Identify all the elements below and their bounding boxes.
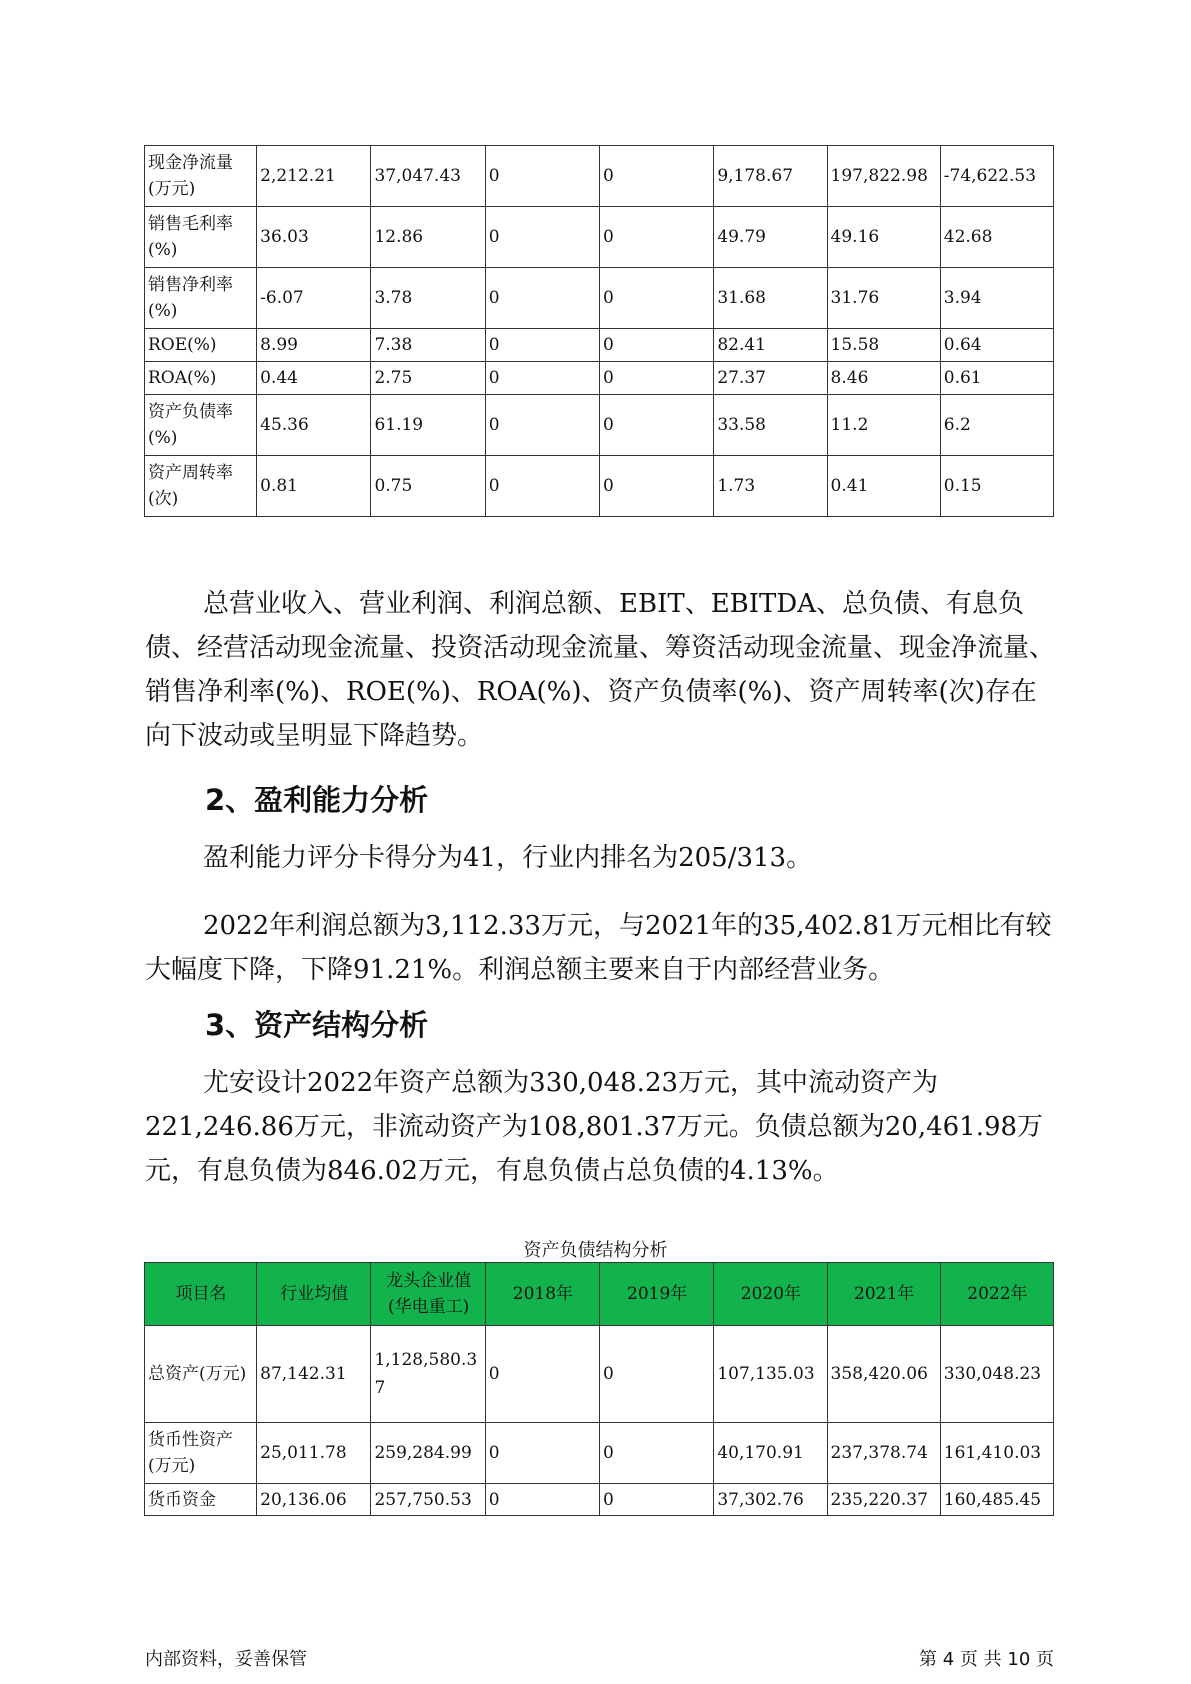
financial-indicators-table — [144, 145, 1054, 517]
cell: 107,135.03 — [714, 1326, 827, 1423]
header-cell: 2021年 — [827, 1263, 940, 1326]
cell: 259,284.99 — [371, 1423, 485, 1484]
header-cell: 项目名 — [145, 1263, 257, 1326]
cell: -6.07 — [257, 268, 371, 329]
table-row — [145, 329, 1054, 362]
cell: 49.16 — [827, 207, 940, 268]
table-row — [145, 362, 1054, 395]
cell: 0.64 — [940, 329, 1053, 362]
cell: 0 — [600, 456, 714, 517]
cell: 37,302.76 — [714, 1484, 827, 1516]
row-label: 现金净流量(万元) — [145, 146, 257, 207]
row-label: 资产周转率(次) — [145, 456, 257, 517]
cell: 0.41 — [827, 456, 940, 517]
cell: 358,420.06 — [827, 1326, 940, 1423]
cell: 25,011.78 — [257, 1423, 371, 1484]
row-label: 销售毛利率(%) — [145, 207, 257, 268]
cell: 0 — [485, 329, 599, 362]
cell: 0 — [600, 268, 714, 329]
cell: 0 — [600, 395, 714, 456]
section-heading-asset-structure: 3、资产结构分析 — [205, 1008, 429, 1042]
cell: 0.61 — [940, 362, 1053, 395]
cell: 8.99 — [257, 329, 371, 362]
cell: 0 — [485, 268, 599, 329]
cell: 197,822.98 — [827, 146, 940, 207]
cell: 2,212.21 — [257, 146, 371, 207]
header-cell: 2022年 — [940, 1263, 1053, 1326]
cell: 36.03 — [257, 207, 371, 268]
row-label: 货币资金 — [145, 1484, 257, 1516]
cell: 0 — [600, 1484, 714, 1516]
cell: 0 — [485, 1484, 599, 1516]
footer-confidential-note: 内部资料，妥善保管 — [145, 1649, 307, 1670]
cell: -74,622.53 — [940, 146, 1053, 207]
header-cell: 2019年 — [600, 1263, 714, 1326]
row-label: ROE(%) — [145, 329, 257, 362]
cell: 0 — [485, 456, 599, 517]
header-cell: 2020年 — [714, 1263, 827, 1326]
footer-page-number: 第 4 页 共 10 页 — [919, 1649, 1054, 1670]
table-row — [145, 146, 1054, 207]
trend-paragraph: 总营业收入、营业利润、利润总额、EBIT、EBITDA、总负债、有息负债、经营活动现金流量、投资活动现金流量、筹资活动现金流量、现金净流量、销售净利率(%)、ROE(%)、ROA(%)、资产负债率(%)、资产周转率(次)存在向下波动或呈明显下降趋势。 — [145, 589, 1056, 751]
cell: 257,750.53 — [371, 1484, 485, 1516]
cell: 40,170.91 — [714, 1423, 827, 1484]
cell: 161,410.03 — [940, 1423, 1053, 1484]
cell: 7.38 — [371, 329, 485, 362]
cell: 0 — [600, 207, 714, 268]
cell: 0 — [600, 1326, 714, 1423]
cell: 27.37 — [714, 362, 827, 395]
cell: 33.58 — [714, 395, 827, 456]
row-label: 资产负债率(%) — [145, 395, 257, 456]
cell: 2.75 — [371, 362, 485, 395]
cell: 0 — [485, 1423, 599, 1484]
table-row — [145, 1484, 1054, 1516]
row-label: 总资产(万元) — [145, 1326, 257, 1423]
table-row — [145, 1423, 1054, 1484]
cell: 11.2 — [827, 395, 940, 456]
cell: 3.78 — [371, 268, 485, 329]
cell: 0.44 — [257, 362, 371, 395]
cell: 1.73 — [714, 456, 827, 517]
cell: 0 — [485, 395, 599, 456]
cell: 15.58 — [827, 329, 940, 362]
profit-total-paragraph: 2022年利润总额为3,112.33万元，与2021年的35,402.81万元相比有较大幅度下降，下降91.21%。利润总额主要来自于内部经营业务。 — [145, 911, 1052, 985]
cell: 12.86 — [371, 207, 485, 268]
cell: 330,048.23 — [940, 1326, 1053, 1423]
table-caption: 资产负债结构分析 — [523, 1240, 668, 1261]
cell: 0.75 — [371, 456, 485, 517]
cell: 0 — [600, 1423, 714, 1484]
cell: 0 — [485, 146, 599, 207]
cell: 237,378.74 — [827, 1423, 940, 1484]
table-row — [145, 1326, 1054, 1423]
table-row — [145, 395, 1054, 456]
table-header-row — [145, 1263, 1054, 1326]
cell: 82.41 — [714, 329, 827, 362]
header-cell: 龙头企业值(华电重工) — [371, 1263, 485, 1326]
row-label: 销售净利率(%) — [145, 268, 257, 329]
cell: 49.79 — [714, 207, 827, 268]
table-row — [145, 207, 1054, 268]
cell: 61.19 — [371, 395, 485, 456]
cell: 0.15 — [940, 456, 1053, 517]
cell: 235,220.37 — [827, 1484, 940, 1516]
cell: 0 — [485, 362, 599, 395]
asset-structure-paragraph: 尤安设计2022年资产总额为330,048.23万元，其中流动资产为221,246.86万元，非流动资产为108,801.37万元。负债总额为20,461.98万元，有息负债为846.02万元，有息负债占总负债的4.13%。 — [145, 1068, 1044, 1186]
table-row — [145, 268, 1054, 329]
table-row — [145, 456, 1054, 517]
section-heading-profitability: 2、盈利能力分析 — [205, 783, 429, 817]
asset-liability-table — [144, 1262, 1054, 1516]
cell: 0 — [600, 362, 714, 395]
profit-score-paragraph: 盈利能力评分卡得分为41，行业内排名为205/313。 — [203, 843, 813, 873]
cell: 20,136.06 — [257, 1484, 371, 1516]
cell: 37,047.43 — [371, 146, 485, 207]
header-cell: 行业均值 — [257, 1263, 371, 1326]
row-label: ROA(%) — [145, 362, 257, 395]
header-cell: 2018年 — [485, 1263, 599, 1326]
cell: 0 — [600, 329, 714, 362]
cell: 160,485.45 — [940, 1484, 1053, 1516]
cell: 42.68 — [940, 207, 1053, 268]
cell: 45.36 — [257, 395, 371, 456]
cell: 3.94 — [940, 268, 1053, 329]
cell: 0 — [485, 207, 599, 268]
cell: 0 — [600, 146, 714, 207]
cell: 0.81 — [257, 456, 371, 517]
cell: 8.46 — [827, 362, 940, 395]
cell: 6.2 — [940, 395, 1053, 456]
cell: 1,128,580.37 — [371, 1326, 485, 1423]
cell: 31.68 — [714, 268, 827, 329]
cell: 31.76 — [827, 268, 940, 329]
cell: 9,178.67 — [714, 146, 827, 207]
cell: 87,142.31 — [257, 1326, 371, 1423]
cell: 0 — [485, 1326, 599, 1423]
row-label: 货币性资产(万元) — [145, 1423, 257, 1484]
